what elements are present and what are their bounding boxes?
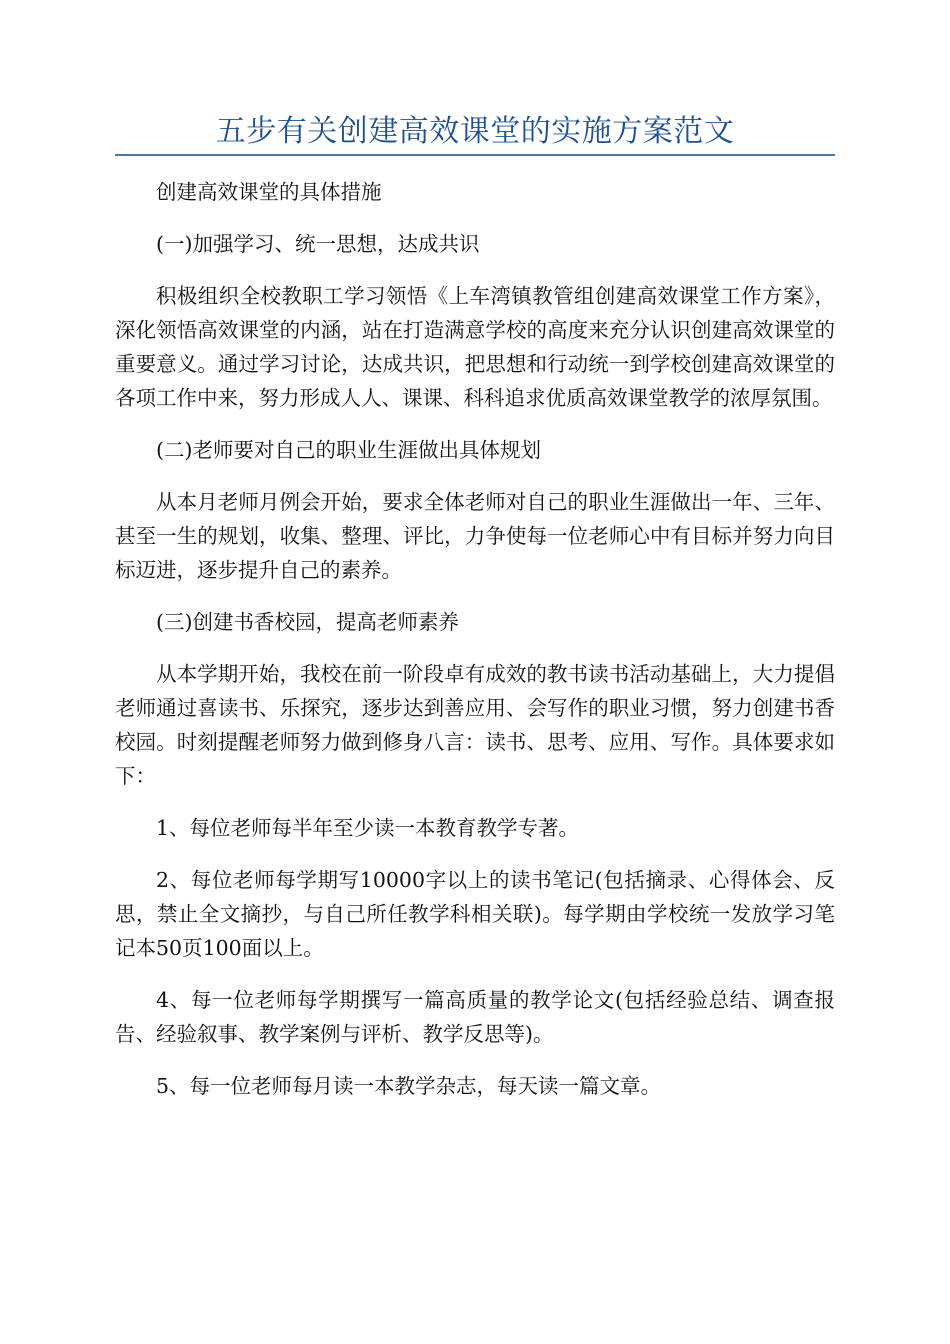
title-underline [115,154,835,156]
list-item-2: 2、每位老师每学期写10000字以上的读书笔记(包括摘录、心得体会、反思，禁止全文摘抄，与自己所任教学科相关联)。每学期由学校统一发放学习笔记本50页100面以上。 [115,868,835,960]
list-item-4: 4、每一位老师每学期撰写一篇高质量的教学论文(包括经验总结、调查报告、经验叙事、教学案例与评析、教学反思等)。 [115,988,835,1046]
paragraph-section-1-heading: (一)加强学习、统一思想，达成共识 [156,232,480,256]
paragraph-heading-measures: 创建高效课堂的具体措施 [156,180,382,204]
paragraph-section-3-body: 从本学期开始，我校在前一阶段卓有成效的教书读书活动基础上，大力提倡老师通过喜读书、乐探究，逐步达到善应用、会写作的职业习惯，努力创建书香校园。时刻提醒老师努力做到修身八言：读书、思考、应用、写作。具体要求如下： [115,662,835,788]
list-item-5: 5、每一位老师每月读一本教学杂志，每天读一篇文章。 [156,1074,662,1098]
paragraph-section-2-heading: (二)老师要对自己的职业生涯做出具体规划 [156,438,541,462]
paragraph-section-2-body: 从本月老师月例会开始，要求全体老师对自己的职业生涯做出一年、三年、甚至一生的规划，收集、整理、评比，力争使每一位老师心中有目标并努力向目标迈进，逐步提升自己的素养。 [115,490,835,582]
document-body [115,175,835,1121]
list-item-1: 1、每位老师每半年至少读一本教育教学专著。 [156,816,580,840]
paragraph-section-1-body: 积极组织全校教职工学习领悟《上车湾镇教管组创建高效课堂工作方案》，深化领悟高效课堂的内涵，站在打造满意学校的高度来充分认识创建高效课堂的重要意义。通过学习讨论，达成共识，把思想和行动统一到学校创建高效课堂的各项工作中来，努力形成人人、课课、科科追求优质高效课堂教学的浓厚氛围。 [115,284,835,410]
paragraph-section-3-heading: (三)创建书香校园，提高老师素养 [156,610,459,634]
document-title: 五步有关创建高效课堂的实施方案范文 [215,114,735,149]
